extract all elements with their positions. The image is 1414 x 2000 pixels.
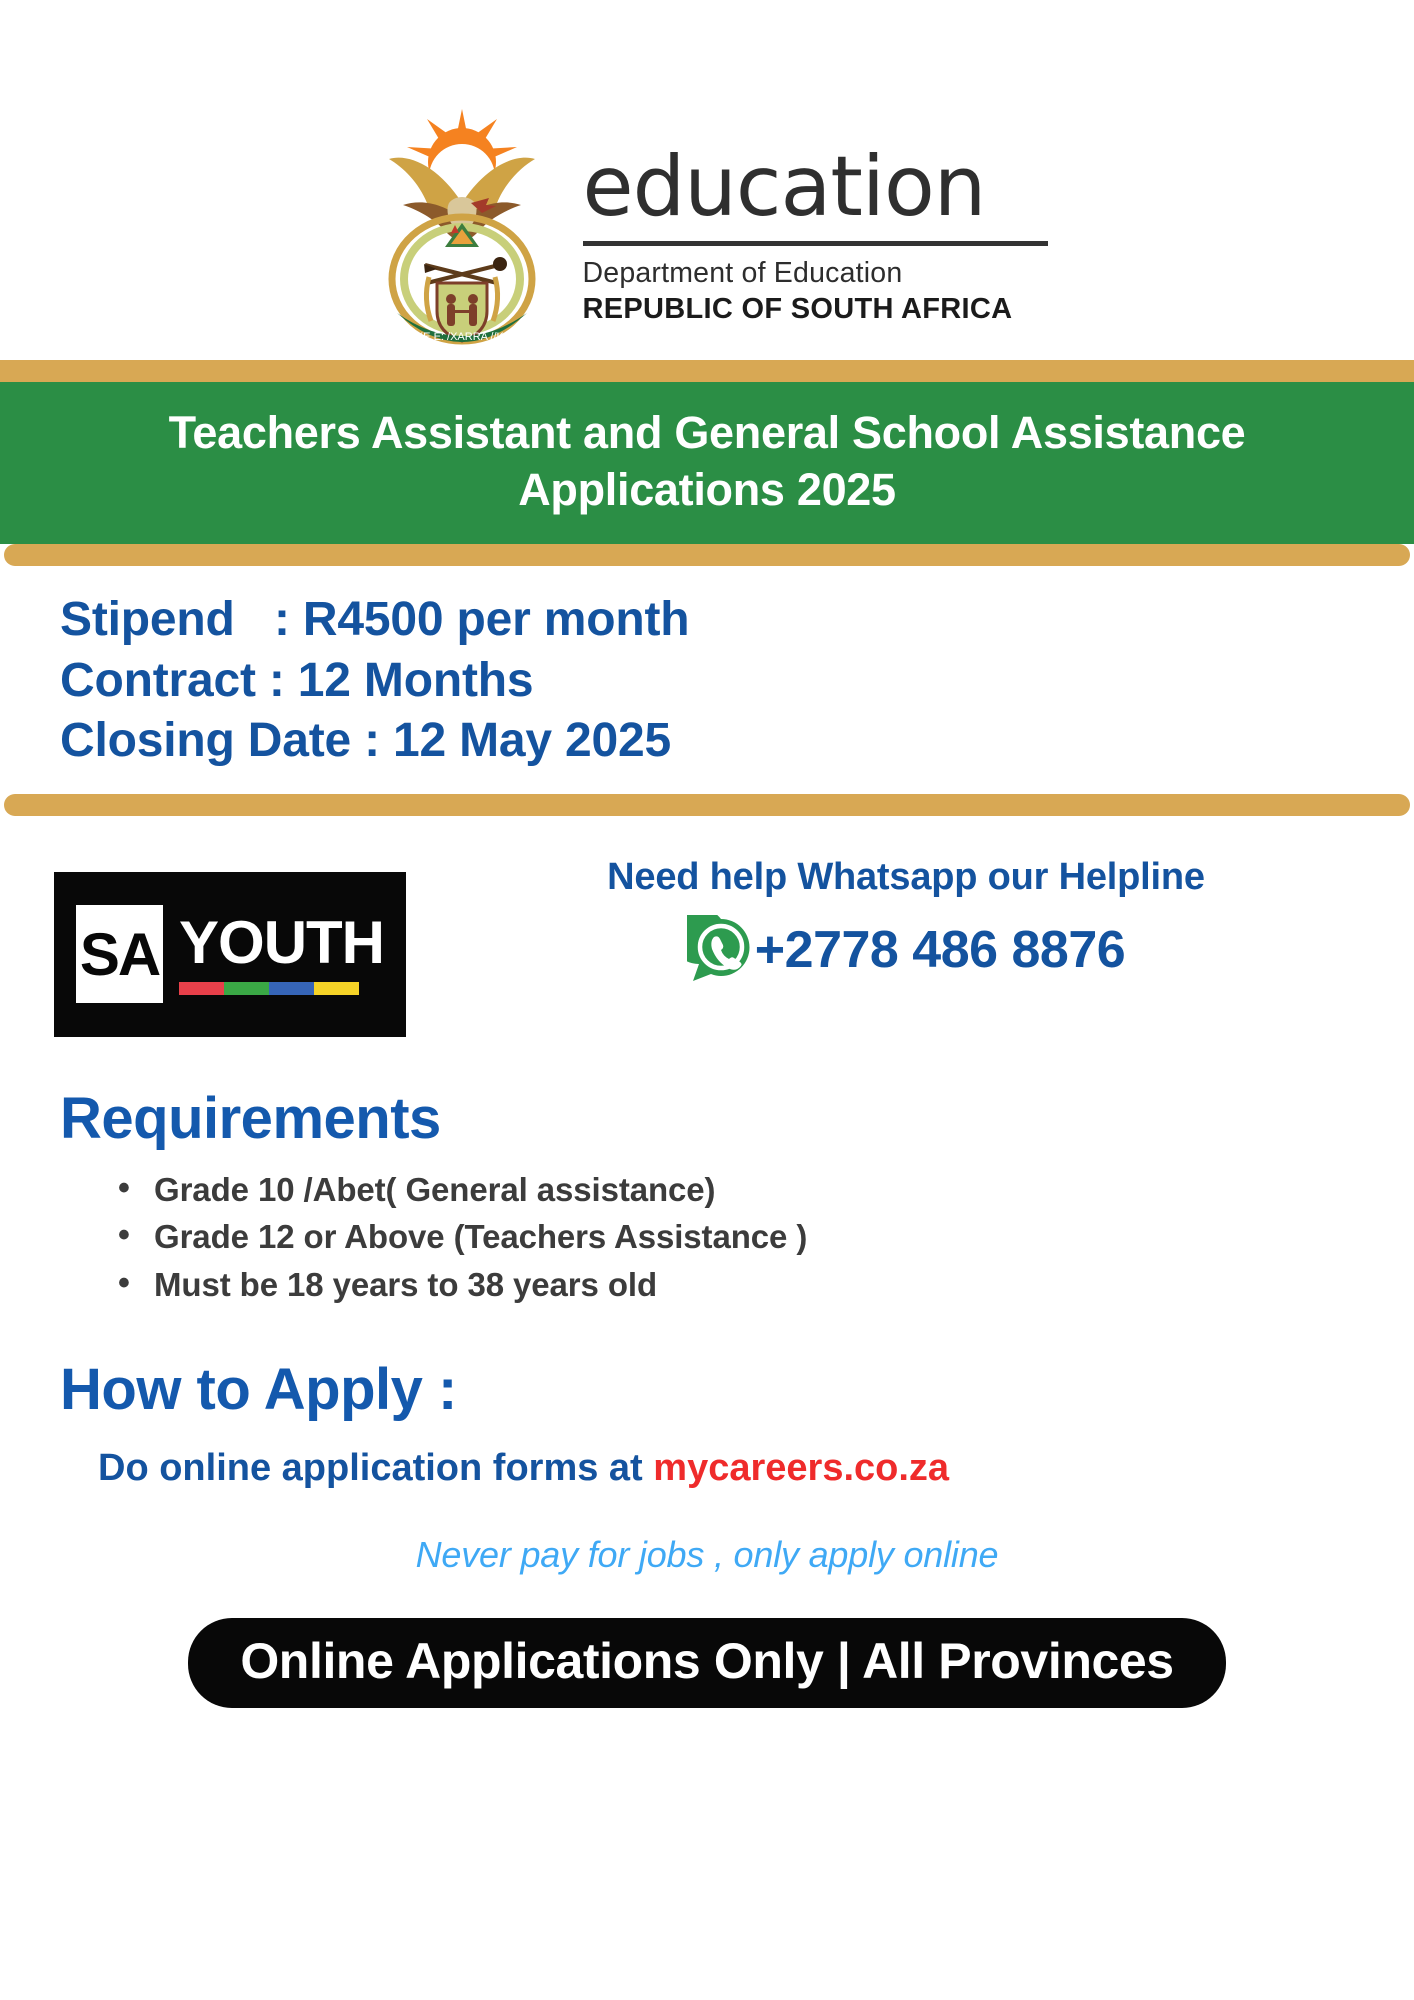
banner-line-1: Teachers Assistant and General School Assistance (168, 407, 1246, 458)
sa-youth-logo (54, 872, 406, 1037)
coat-of-arms-motto: !KE E: /XARRA //KE (412, 330, 511, 343)
stipend-line: Stipend : R4500 per month (60, 593, 690, 647)
education-logo-text (582, 138, 1048, 326)
gold-divider-bottom (4, 794, 1410, 816)
helpline-number[interactable]: +2778 486 8876 (754, 920, 1126, 979)
title-banner (0, 382, 1414, 544)
never-pay-warning: Never pay for jobs , only apply online (415, 1534, 999, 1576)
list-item: • Must be 18 years to 38 years old (118, 1261, 1414, 1309)
whatsapp-icon[interactable] (687, 915, 755, 985)
apply-instruction-text: Do online application forms at (98, 1447, 654, 1490)
country-line: REPUBLIC OF SOUTH AFRICA (582, 292, 1013, 325)
sa-youth-sa-box (76, 905, 163, 1003)
footer-badge: Online Applications Only | All Provinces (188, 1618, 1225, 1708)
helpline-title: Need help Whatsapp our Helpline (607, 855, 1205, 898)
south-africa-coat-of-arms-icon (367, 107, 557, 362)
header-logo-block (0, 0, 1414, 360)
list-item: • Grade 10 /Abet( General assistance) (118, 1166, 1414, 1214)
logo-divider-rule (583, 241, 1048, 246)
sayouth-helpline-row (0, 816, 1414, 1037)
sa-youth-color-bars (179, 982, 359, 995)
closing-date-line: Closing Date : 12 May 2025 (60, 714, 672, 768)
requirements-heading: Requirements (60, 1085, 441, 1151)
gold-divider-top (0, 360, 1414, 382)
apply-website-link[interactable]: mycareers.co.za (653, 1447, 950, 1490)
sa-youth-sa-text: SA (79, 920, 160, 988)
helpline-block (460, 856, 1414, 985)
list-item: • Grade 12 or Above (Teachers Assistance ) (118, 1213, 1414, 1261)
requirements-list (0, 1152, 1414, 1309)
department-line: Department of Education (582, 256, 903, 289)
job-details-block (0, 566, 1414, 793)
education-wordmark: education (582, 138, 986, 236)
gold-divider-middle (4, 544, 1410, 566)
sa-youth-youth-text: YOUTH (179, 909, 384, 977)
apply-instruction (0, 1423, 1414, 1490)
banner-line-2: Applications 2025 (518, 464, 896, 516)
how-to-apply-heading: How to Apply : (60, 1357, 457, 1423)
contract-line: Contract : 12 Months (60, 653, 534, 707)
